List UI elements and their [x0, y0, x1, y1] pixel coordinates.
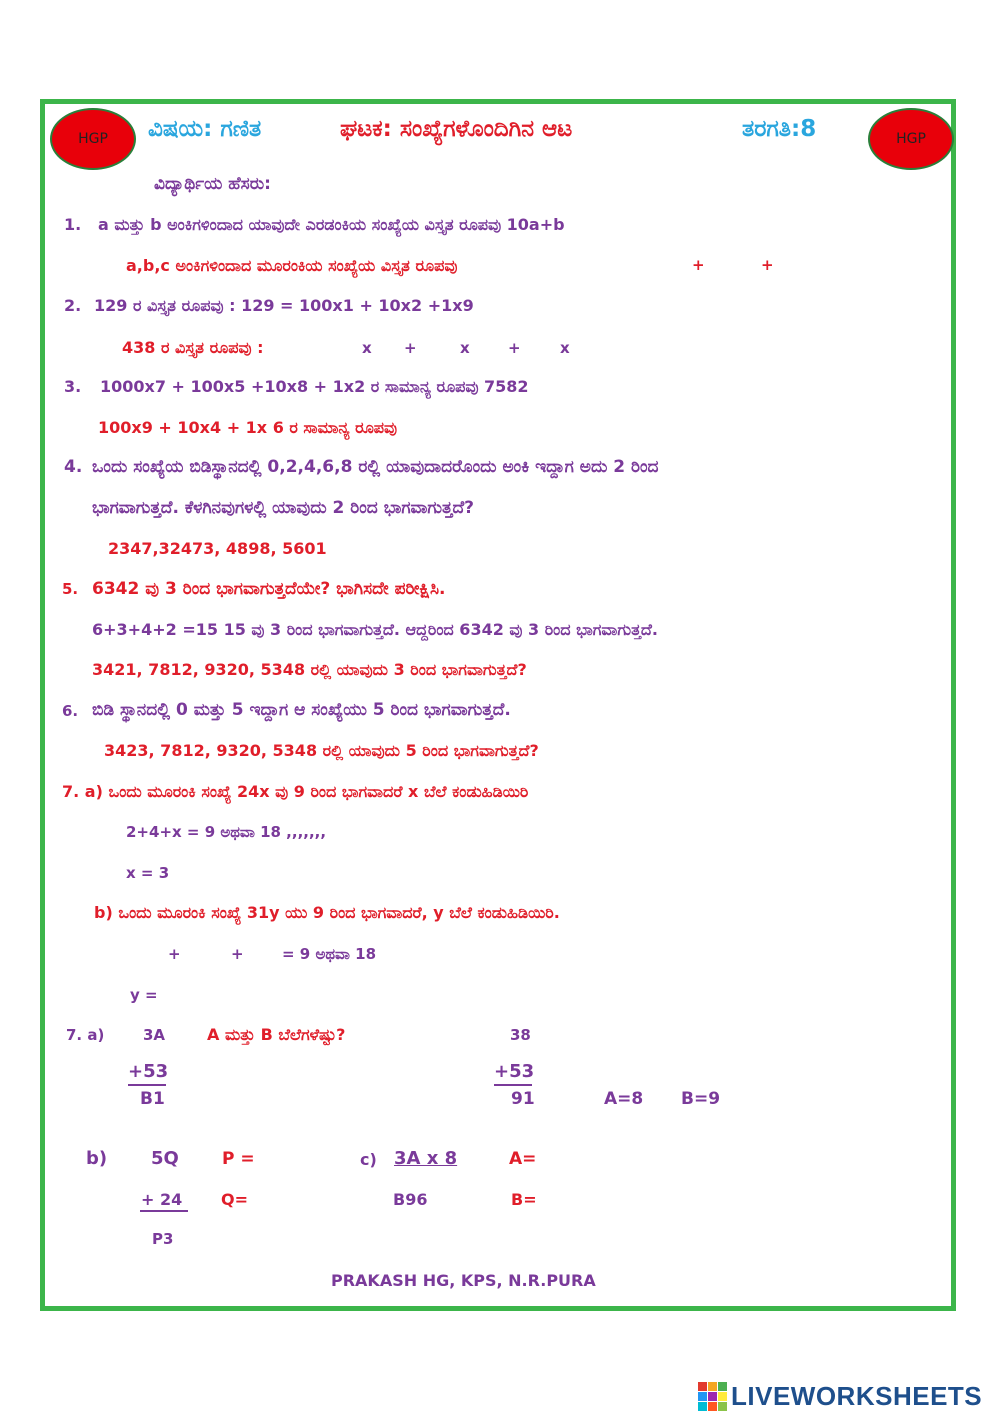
title-subject: ವಿಷಯ: ಗಣಿತ: [148, 116, 262, 142]
liveworksheets-logo[interactable]: [698, 1381, 982, 1412]
q7b-plus-2: +: [231, 945, 244, 963]
q7b-y: y =: [130, 986, 158, 1004]
q4-number: 4.: [64, 457, 83, 477]
student-name-label: ವಿದ್ಯಾರ್ಥಿಯ ಹೆಸರು:: [154, 174, 271, 194]
q2-x-3: x: [560, 339, 570, 357]
q4-numbers: 2347,32473, 4898, 5601: [108, 539, 327, 558]
q5-number: 5.: [62, 580, 79, 598]
q8a-example-result: 91: [511, 1089, 535, 1109]
q1-number: 1.: [64, 215, 82, 234]
q8a-sum-line: [128, 1084, 166, 1086]
hgp-badge-left: HGP: [50, 108, 136, 170]
q4-line1: ಒಂದು ಸಂಖ್ಯೆಯ ಬಿಡಿಸ್ಥಾನದಲ್ಲಿ 0,2,4,6,8 ರಲ್ಲಿ ಯಾವುದಾದರೊಂದು ಅಂಕಿ ಇದ್ದಾಗ ಅದು 2 ರಿಂದ: [92, 457, 659, 477]
q7a-line: 7. a) ಒಂದು ಮೂರಂಕಿ ಸಂಖ್ಯೆ 24x ವು 9 ರಿಂದ ಭಾಗವಾದರೆ x ಬೆಲೆ ಕಂಡುಹಿಡಿಯಿರಿ: [62, 782, 529, 801]
q8b-sum-line: [140, 1210, 188, 1212]
q8a-example-top: 38: [510, 1026, 531, 1044]
q1-plus-2: +: [761, 256, 774, 274]
logo-text: LIVEWORKSHEETS: [731, 1381, 983, 1411]
q7a-work2: x = 3: [126, 864, 170, 882]
q8b-p-answer: P =: [222, 1149, 255, 1169]
q5-line2: 6+3+4+2 =15 15 ವು 3 ರಿಂದ ಭಾಗವಾಗುತ್ತದೆ. ಆದ್ದರಿಂದ 6342 ವು 3 ರಿಂದ ಭಾಗವಾಗುತ್ತದೆ.: [92, 620, 658, 639]
q8a-top: 3A: [143, 1026, 166, 1044]
q3-line1: 1000x7 + 100x5 +10x8 + 1x2 ರ ಸಾಮಾನ್ಯ ರೂಪವು 7582: [100, 377, 529, 396]
q3-line2: 100x9 + 10x4 + 1x 6 ರ ಸಾಮಾನ್ಯ ರೂಪವು: [98, 418, 398, 437]
q3-number: 3.: [64, 377, 82, 396]
q8b-top: 5Q: [151, 1148, 179, 1169]
q8c-top: 3A x 8: [394, 1148, 458, 1169]
q8a-question: A ಮತ್ತು B ಬೆಲೆಗಳೆಷ್ಟು?: [207, 1025, 346, 1044]
q2-plus-1: +: [404, 339, 417, 357]
q2-line2: 438 ರ ವಿಸ್ತೃತ ರೂಪವು :: [122, 338, 264, 357]
q1-plus-1: +: [692, 256, 705, 274]
logo-grid-icon: [698, 1382, 727, 1411]
q7a-work1: 2+4+x = 9 ಅಥವಾ 18 ,,,,,,,: [126, 823, 327, 841]
q1-line1: a ಮತ್ತು b ಅಂಕಿಗಳಿಂದಾದ ಯಾವುದೇ ಎರಡಂಕಿಯ ಸಂಖ್ಯೆಯ ವಿಸ್ತೃತ ರೂಪವು 10a+b: [98, 215, 565, 234]
q8c-label: c): [360, 1150, 377, 1169]
q8b-result: P3: [152, 1230, 174, 1248]
q8c-b-answer: B=: [511, 1190, 537, 1209]
q8a-answer-b: B=9: [681, 1089, 721, 1109]
q8c-result: B96: [393, 1190, 428, 1209]
q2-plus-2: +: [508, 339, 521, 357]
q8c-a-answer: A=: [509, 1149, 537, 1169]
q5-line1: 6342 ವು 3 ರಿಂದ ಭಾಗವಾಗುತ್ತದೆಯೇ? ಭಾಗಿಸದೇ ಪರೀಕ್ಷಿಸಿ.: [92, 579, 446, 599]
q8b-label: b): [86, 1148, 108, 1169]
q7b-equation: = 9 ಅಥವಾ 18: [282, 945, 377, 963]
q8a-answer-a: A=8: [604, 1089, 644, 1109]
q2-number: 2.: [64, 296, 82, 315]
q2-line1: 129 ರ ವಿಸ್ತೃತ ರೂಪವು : 129 = 100x1 + 10x2 +1x9: [94, 296, 474, 315]
q8a-add: +53: [128, 1061, 169, 1082]
title-grade: ತರಗತಿ:8: [742, 116, 817, 142]
title-unit: ಘಟಕ: ಸಂಖ್ಯೆಗಳೊಂದಿಗಿನ ಆಟ: [340, 116, 573, 142]
q6-line2: 3423, 7812, 9320, 5348 ರಲ್ಲಿ ಯಾವುದು 5 ರಿಂದ ಭಾಗವಾಗುತ್ತದೆ?: [104, 741, 539, 760]
q2-x-1: x: [362, 339, 372, 357]
q6-line1: ಬಿಡಿ ಸ್ಥಾನದಲ್ಲಿ 0 ಮತ್ತು 5 ಇದ್ದಾಗ ಆ ಸಂಖ್ಯೆಯು 5 ರಿಂದ ಭಾಗವಾಗುತ್ತದೆ.: [92, 700, 511, 720]
q5-line3: 3421, 7812, 9320, 5348 ರಲ್ಲಿ ಯಾವುದು 3 ರಿಂದ ಭಾಗವಾಗುತ್ತದೆ?: [92, 660, 527, 679]
q8b-add: + 24: [141, 1190, 183, 1209]
q4-line2: ಭಾಗವಾಗುತ್ತದೆ. ಕೆಳಗಿನವುಗಳಲ್ಲಿ ಯಾವುದು 2 ರಿಂದ ಭಾಗವಾಗುತ್ತದೆ?: [92, 498, 475, 518]
q7b-plus-1: +: [168, 945, 181, 963]
q6-number: 6.: [62, 702, 79, 720]
q8b-q-answer: Q=: [221, 1190, 249, 1209]
q8a-label: 7. a): [66, 1026, 105, 1044]
q8a-example-line: [494, 1084, 532, 1086]
q2-x-2: x: [460, 339, 470, 357]
q7b-line: b) ಒಂದು ಮೂರಂಕಿ ಸಂಖ್ಯೆ 31y ಯು 9 ರಿಂದ ಭಾಗವಾದರೆ, y ಬೆಲೆ ಕಂಡುಹಿಡಿಯಿರಿ.: [94, 903, 560, 922]
q8a-result: B1: [140, 1089, 165, 1109]
hgp-badge-right: HGP: [868, 108, 954, 170]
q1-line2: a,b,c ಅಂಕಿಗಳಿಂದಾದ ಮೂರಂಕಿಯ ಸಂಖ್ಯೆಯ ವಿಸ್ತೃತ ರೂಪವು: [126, 256, 458, 275]
author-footer: PRAKASH HG, KPS, N.R.PURA: [331, 1271, 596, 1290]
q8a-example-add: +53: [494, 1061, 535, 1082]
